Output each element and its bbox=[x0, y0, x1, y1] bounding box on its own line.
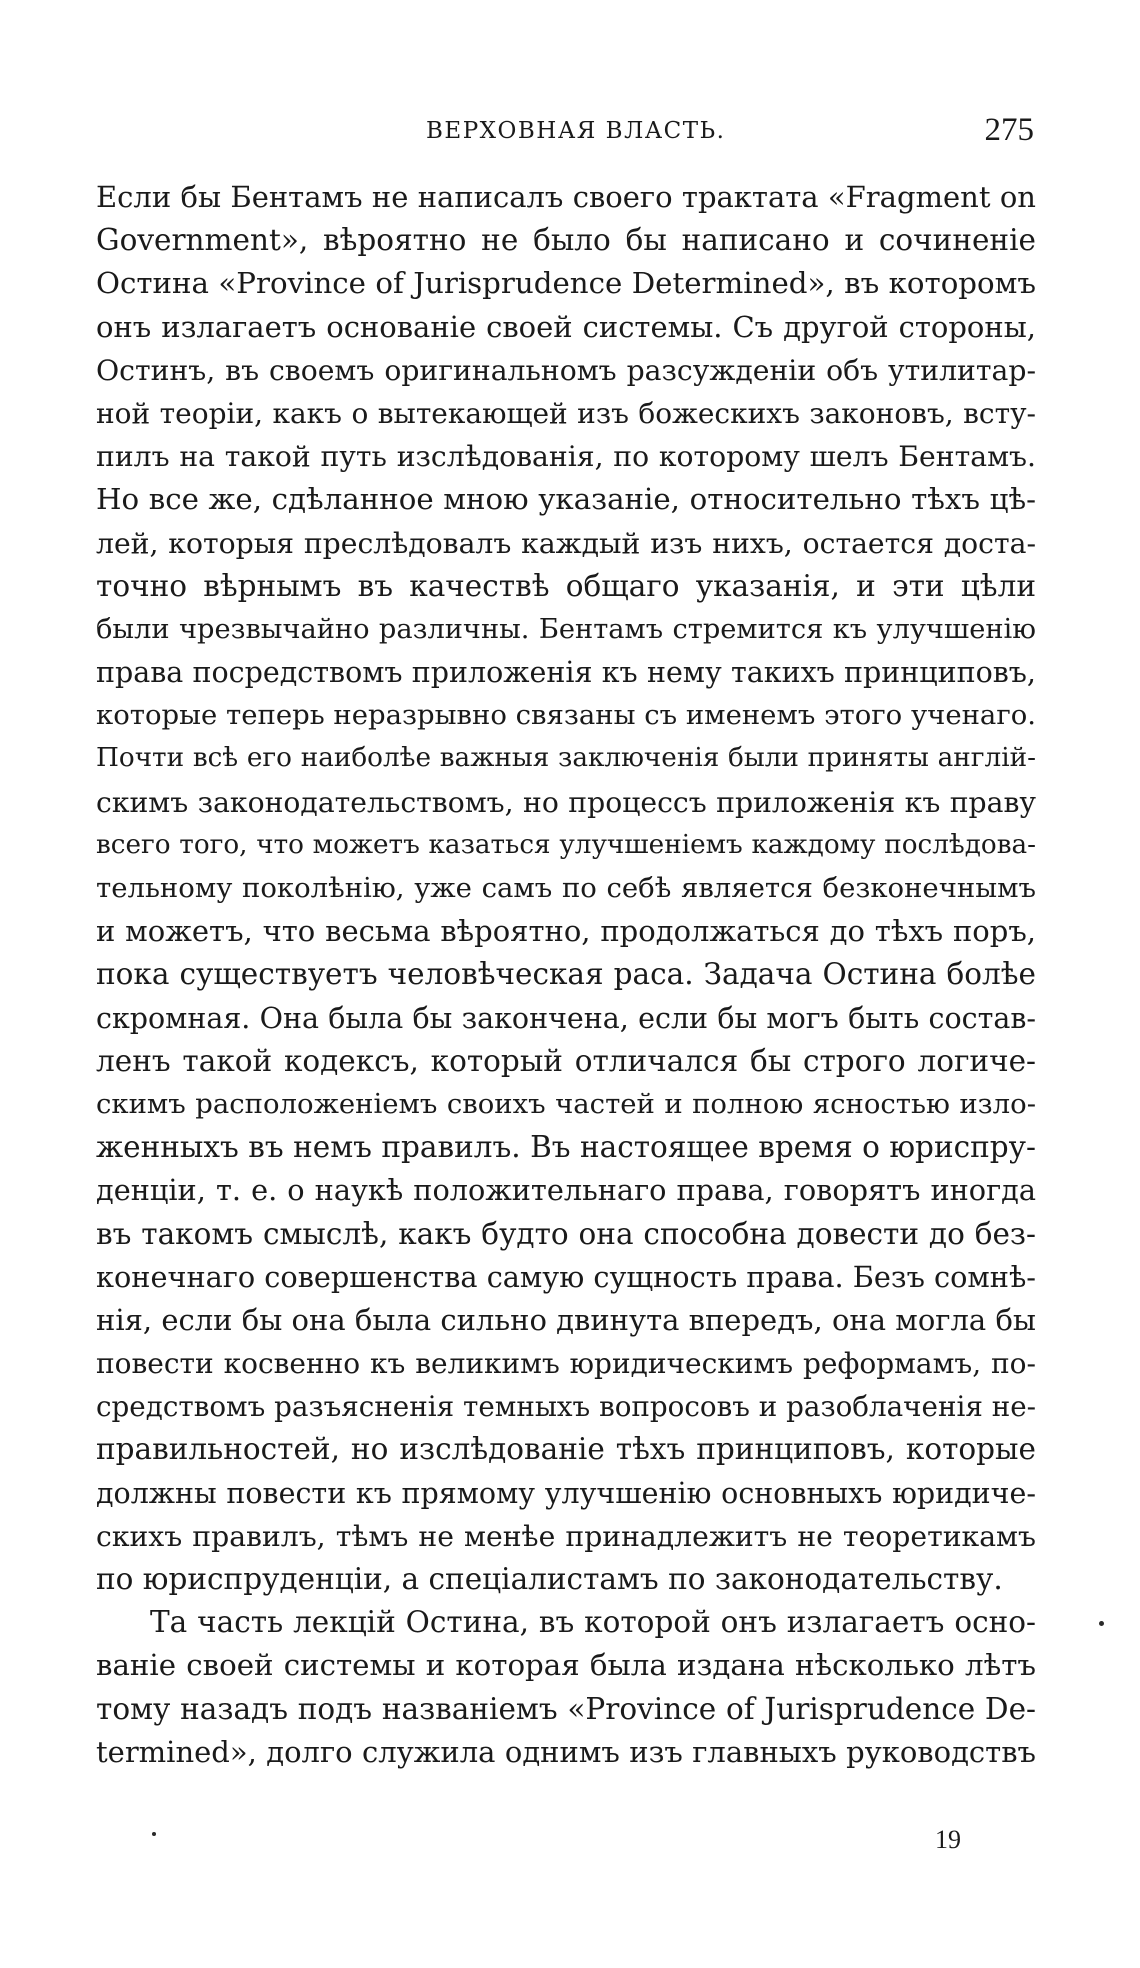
text-line: по юриспруденціи, а спеціалистамъ по законодательству. bbox=[96, 1562, 1003, 1596]
text-line: средствомъ разъясненія темныхъ вопросовъ и разоблаченія не- bbox=[96, 1390, 1036, 1424]
text-line: Government», вѣроятно не было бы написано и сочиненіе bbox=[96, 223, 1036, 258]
text-line: денціи, т. е. о наукѣ положительнаго права, говорятъ иногда bbox=[96, 1173, 1036, 1208]
running-title: ВЕРХОВНАЯ ВЛАСТЬ. bbox=[426, 118, 726, 144]
text-line: Но все же, сдѣланное мною указаніе, относительно тѣхъ цѣ- bbox=[96, 482, 1036, 517]
text-line: лей, которыя преслѣдовалъ каждый изъ нихъ, остается доста- bbox=[96, 526, 1036, 560]
text-line: и можетъ, что весьма вѣроятно, продолжаться до тѣхъ поръ, bbox=[96, 914, 1036, 949]
text-line: пилъ на такой путь изслѣдованія, по которому шелъ Бентамъ. bbox=[96, 440, 1036, 474]
text-line: точно вѣрнымъ въ качествѣ общаго указанія, и эти цѣли bbox=[96, 568, 1036, 603]
signature-mark: 19 bbox=[935, 1825, 961, 1854]
text-line: скимъ расположеніемъ своихъ частей и полною ясностью изло- bbox=[96, 1087, 1036, 1120]
running-head bbox=[96, 112, 1036, 152]
text-line: ваніе своей системы и которая была издана нѣсколько лѣтъ bbox=[96, 1648, 1036, 1683]
text-line: были чрезвычайно различны. Бентамъ стремится къ улучшенію bbox=[96, 613, 1036, 645]
text-line: пока существуетъ человѣческая раса. Задача Остина болѣе bbox=[96, 957, 1036, 992]
text-line: права посредствомъ приложенія къ нему такихъ принциповъ, bbox=[96, 656, 1036, 690]
body-text bbox=[96, 176, 1036, 1774]
text-line: должны повести къ прямому улучшенію основныхъ юридиче- bbox=[96, 1476, 1036, 1510]
text-line: скихъ правилъ, тѣмъ не менѣе принадлежитъ не теоретикамъ bbox=[96, 1519, 1036, 1553]
text-line: въ такомъ смыслѣ, какъ будто она способна довести до без- bbox=[96, 1216, 1036, 1251]
text-line: конечнаго совершенства самую сущность права. Безъ сомнѣ- bbox=[96, 1259, 1036, 1294]
text-line: которые теперь неразрывно связаны съ именемъ этого ученаго. bbox=[96, 699, 1036, 732]
text-line: ленъ такой кодексъ, который отличался бы строго логиче- bbox=[96, 1043, 1036, 1078]
text-line: повести косвенно къ великимъ юридическимъ реформамъ, по- bbox=[96, 1347, 1036, 1381]
text-line: скимъ законодательствомъ, но процессъ приложенія къ праву bbox=[96, 785, 1036, 819]
text-line: Остина «Province of Jurisprudence Determined», въ которомъ bbox=[96, 266, 1036, 301]
text-line: скромная. Она была бы закончена, если бы могъ быть состав- bbox=[96, 1001, 1036, 1035]
page-number: 275 bbox=[984, 112, 1034, 148]
text-line: Остинъ, въ своемъ оригинальномъ разсужденіи объ утилитар- bbox=[96, 353, 1036, 387]
text-line: Если бы Бентамъ не написалъ своего трактата «Fragment on bbox=[96, 180, 1036, 214]
paragraph-1 bbox=[96, 176, 1036, 1601]
text-line: правильностей, но изслѣдованіе тѣхъ принциповъ, которые bbox=[96, 1432, 1036, 1467]
text-line: всего того, что можетъ казаться улучшеніемъ каждому послѣдова- bbox=[96, 829, 1036, 860]
ink-speck-mark bbox=[152, 1832, 156, 1836]
text-line: тому назадъ подъ названіемъ «Province of Jurisprudence De- bbox=[96, 1691, 1036, 1726]
text-line: онъ излагаетъ основаніе своей системы. Съ другой стороны, bbox=[96, 309, 1036, 344]
text-line: termined», долго служила однимъ изъ главныхъ руководствъ bbox=[96, 1734, 1036, 1769]
text-line: Та часть лекцій Остина, въ которой онъ излагаетъ осно- bbox=[150, 1605, 1036, 1640]
text-line: Почти всѣ его наиболѣе важныя заключенія были приняты англій- bbox=[96, 743, 1036, 774]
text-line: тельному поколѣнію, уже самъ по себѣ является безконечнымъ bbox=[96, 872, 1036, 904]
text-line: ной теоріи, какъ о вытекающей изъ божескихъ законовъ, всту- bbox=[96, 396, 1036, 430]
text-line: нія, если бы она была сильно двинута впередъ, она могла бы bbox=[96, 1302, 1036, 1337]
text-line: женныхъ въ немъ правилъ. Въ настоящее время о юриспру- bbox=[96, 1130, 1036, 1165]
ink-speck-mark bbox=[1099, 1621, 1104, 1626]
paragraph-2 bbox=[96, 1601, 1036, 1774]
